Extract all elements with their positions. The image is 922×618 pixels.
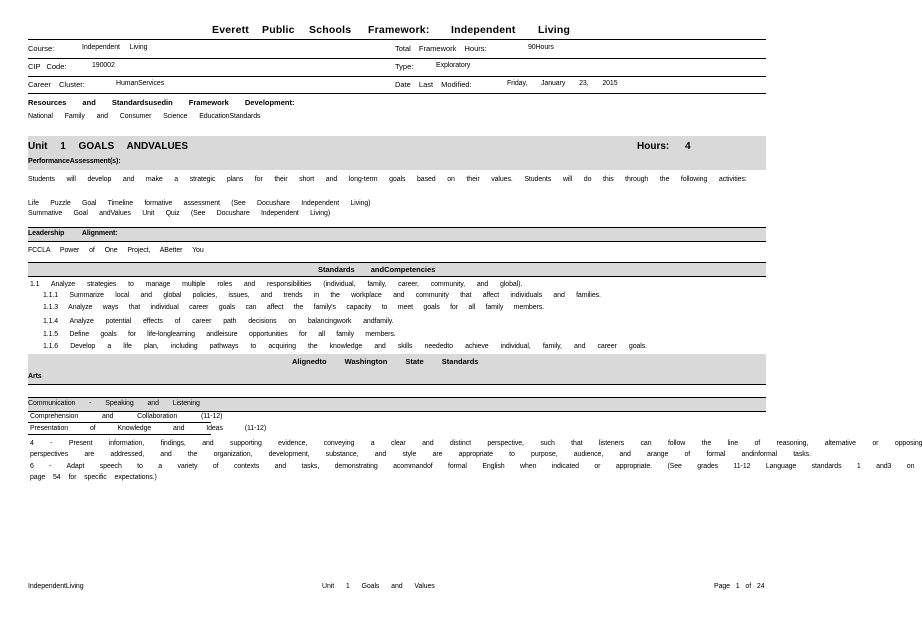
standard-item: 1.1.4 Analyze potential effects of career path decisions on balancingwork andfamily.: [43, 318, 394, 325]
standard-item: 1.1 Analyze strategies to manage multiple roles and responsibilities (individual, family, career, community, and global).: [30, 281, 523, 288]
divider: [28, 58, 766, 59]
unit-title: Unit 1 GOALS ANDVALUES: [28, 141, 189, 152]
title-word: Public: [262, 24, 295, 36]
comm-item: Presentation of Knowledge and Ideas (11-12): [30, 425, 267, 432]
cluster-value: HumanServices: [116, 80, 165, 87]
title-word: Independent: [451, 24, 516, 36]
standard-item: 1.1.3 Analyze ways that individual career goals can affect the family's capacity to meet goals for all family members.: [43, 304, 544, 311]
arts-label: Arts: [28, 373, 42, 380]
total-hours-value: 90Hours: [528, 44, 554, 51]
type-label: Type:: [395, 62, 414, 71]
divider: [28, 397, 766, 398]
standard-text: page 54 for specific expectations.): [30, 474, 157, 481]
divider: [28, 276, 766, 277]
leadership-text: FCCLA Power of One Project, ABetter You: [28, 247, 204, 254]
standards-header: Standards andCompetencies: [318, 265, 436, 274]
communication-label: Communication - Speaking and Listening: [28, 400, 200, 407]
divider: [28, 76, 766, 77]
cip-label: CIP Code:: [28, 62, 67, 71]
standard-item: 1.1.5 Define goals for life-longlearning andleisure opportunities for all family members.: [43, 331, 396, 338]
assessment-text: Students will develop and make a strategic plans for their short and long-term goals based on their values. Students will do this through the following activities:: [28, 176, 747, 183]
date-value: Friday, January 23, 2015: [507, 80, 618, 87]
divider: [28, 39, 766, 40]
course-value: Independent Living: [82, 44, 148, 51]
total-hours-label: Total Framework Hours:: [395, 44, 487, 53]
leadership-band: [28, 228, 766, 241]
course-label: Course:: [28, 44, 55, 53]
activity-item: Life Puzzle Goal Timeline formative assessment (See Docushare Independent Living): [28, 200, 371, 207]
hours-label: Hours:: [637, 141, 670, 152]
aligned-header: Alignedto Washington State Standards: [292, 357, 479, 366]
comm-item: Comprehension and Collaboration (11-12): [30, 413, 223, 420]
divider: [28, 422, 211, 423]
standard-text: 6 - Adapt speech to a variety of contexts and tasks, demonstrating acommandof formal English when indicated or appropriate. (See grades 11-12 Language standards 1 and3 on: [30, 463, 915, 470]
title-word: Everett: [212, 24, 250, 36]
divider: [28, 262, 766, 263]
title-word: Schools: [309, 24, 352, 36]
page-number: Page 1 of 24: [714, 583, 765, 590]
divider: [28, 384, 766, 385]
assessment-label: PerformanceAssessment(s):: [28, 158, 121, 165]
title-word: Living: [538, 24, 571, 36]
footer-left: IndependentLiving: [28, 583, 84, 590]
divider: [28, 93, 766, 94]
cluster-label: Career Cluster:: [28, 80, 85, 89]
divider: [28, 227, 766, 228]
type-value: Exploratory: [436, 62, 471, 69]
standard-item: 1.1.1 Summarize local and global policies, issues, and trends in the workplace and community that affect individuals and families.: [43, 292, 601, 299]
divider: [28, 411, 766, 412]
hours-value: 4: [685, 141, 691, 152]
footer-center: Unit 1 Goals and Values: [322, 583, 435, 590]
title-word: Framework:: [368, 24, 430, 36]
standard-text: 4 - Present information, findings, and supporting evidence, conveying a clear and distinct perspective, such that listeners can follow the line of reasoning, alternative or opposing: [30, 440, 922, 447]
divider: [28, 434, 211, 435]
divider: [28, 241, 766, 242]
standard-item: 1.1.6 Develop a life plan, including pathways to acquiring the knowledge and skills neededto achieve individual, family, and career goals.: [43, 343, 647, 350]
date-label: Date Last Modified:: [395, 80, 472, 89]
leadership-label: Leadership Alignment:: [28, 230, 118, 237]
resources-value: National Family and Consumer Science EducationStandards: [28, 113, 261, 120]
activity-item: Summative Goal andValues Unit Quiz (See Docushare Independent Living): [28, 210, 331, 217]
cip-value: 190002: [92, 62, 115, 69]
standard-text: perspectives are addressed, and the organization, development, substance, and style are appropriate to purpose, audience, and arange of formal andinformal tasks.: [30, 451, 811, 458]
resources-label: Resources and Standardsusedin Framework Development:: [28, 98, 295, 107]
